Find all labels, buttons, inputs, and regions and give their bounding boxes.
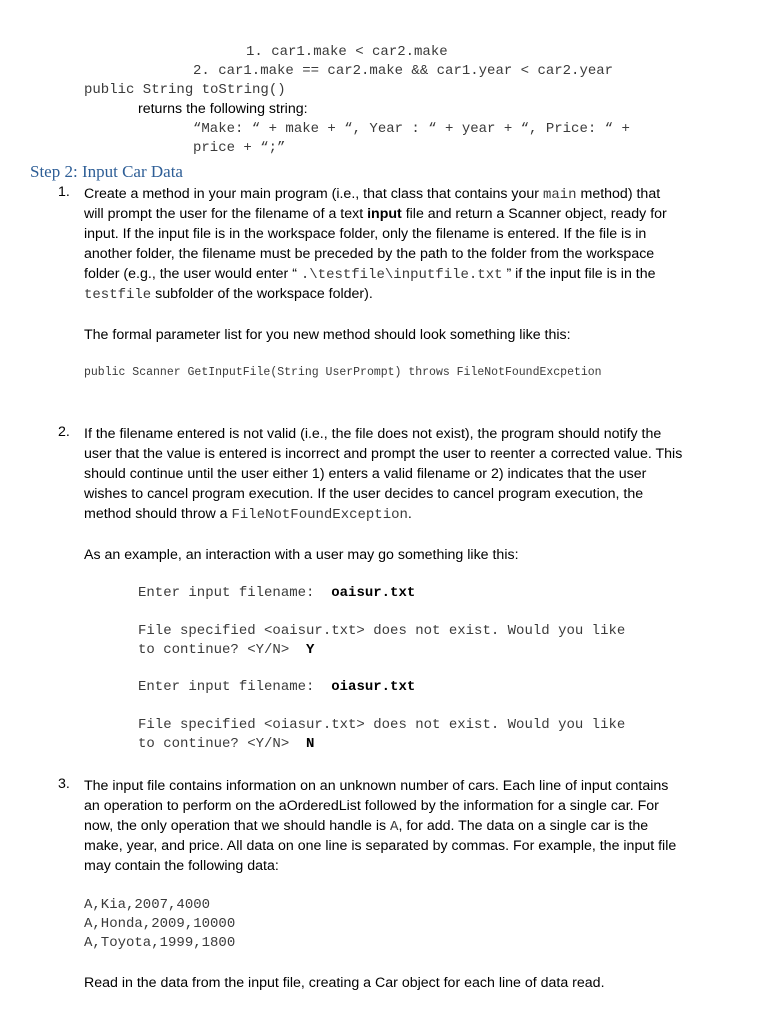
item2-line1: If the filename entered is not valid (i.e., the file does not exist), the program should notify the: [84, 426, 662, 442]
item1-line1: Create a method in your main program (i.e., that class that contains your main method) that: [84, 186, 661, 203]
condition-1: 1. car1.make < car2.make: [246, 44, 448, 60]
returns-text: returns the following string:: [138, 101, 308, 117]
tostring-format-line2: price + “;”: [193, 140, 286, 156]
prompt-line-1: Enter input filename: oaisur.txt: [138, 585, 416, 601]
item2-line5: method should throw a FileNotFoundException.: [84, 506, 412, 523]
getinputfile-signature: public Scanner GetInputFile(String UserPrompt) throws FileNotFoundExcpetion: [84, 366, 602, 379]
answer-1: Y: [306, 642, 315, 658]
example-text: As an example, an interaction with a user may go something like this:: [84, 547, 519, 563]
testfile-code: testfile: [84, 287, 152, 303]
item1-line4: another folder, the filename must be preceded by the path to the folder from the workspace: [84, 246, 655, 262]
data-line-3: A,Toyota,1999,1800: [84, 935, 236, 951]
item1-number: 1.: [58, 184, 70, 200]
item2-line3: should continue until the user either 1) enters a valid filename or 2) indicates that the user: [84, 466, 647, 482]
item1-line3: input. If the input file is in the workspace folder, only the filename is entered. If the file is in: [84, 226, 647, 242]
final-text: Read in the data from the input file, creating a Car object for each line of data read.: [84, 975, 605, 991]
item1-line6: testfile subfolder of the workspace folder).: [84, 286, 373, 303]
user-input-2: oiasur.txt: [331, 679, 416, 695]
error-msg-2-line2: to continue? <Y/N> N: [138, 736, 315, 752]
formal-param-text: The formal parameter list for you new method should look something like this:: [84, 327, 571, 343]
path-code: .\testfile\inputfile.txt: [300, 267, 503, 283]
item1-line2: will prompt the user for the filename of a text input file and return a Scanner object, ready for: [84, 206, 667, 222]
error-msg-2-line1: File specified <oiasur.txt> does not exist. Would you like: [138, 717, 626, 733]
item1-line5: folder (e.g., the user would enter “ .\testfile\inputfile.txt ” if the input file is in the: [84, 266, 656, 283]
main-code: main: [542, 187, 577, 203]
data-line-1: A,Kia,2007,4000: [84, 897, 211, 913]
item3-line3: now, the only operation that we should handle is A, for add. The data on a single car is the: [84, 818, 649, 835]
tostring-signature: public String toString(): [84, 82, 286, 98]
tostring-format-line1: “Make: “ + make + “, Year : “ + year + “, Price: “ +: [193, 121, 630, 137]
add-op-code: A: [390, 819, 399, 835]
item3-line5: may contain the following data:: [84, 858, 279, 874]
item2-number: 2.: [58, 424, 70, 440]
item3-line4: make, year, and price. All data on one line is separated by commas. For example, the input file: [84, 838, 677, 854]
item3-line1: The input file contains information on an unknown number of cars. Each line of input contains: [84, 778, 669, 794]
input-bold: input: [367, 206, 402, 222]
item3-number: 3.: [58, 776, 70, 792]
error-msg-1-line2: to continue? <Y/N> Y: [138, 642, 315, 658]
error-msg-1-line1: File specified <oaisur.txt> does not exist. Would you like: [138, 623, 626, 639]
item2-line2: user that the value is entered is incorrect and prompt the user to reenter a corrected value. This: [84, 446, 683, 462]
condition-2: 2. car1.make == car2.make && car1.year < car2.year: [193, 63, 614, 79]
answer-2: N: [306, 736, 315, 752]
exception-code: FileNotFoundException: [231, 507, 408, 523]
user-input-1: oaisur.txt: [331, 585, 416, 601]
prompt-line-2: Enter input filename: oiasur.txt: [138, 679, 416, 695]
item3-line2: an operation to perform on the aOrderedList followed by the information for a single car. For: [84, 798, 659, 814]
item2-line4: wishes to cancel program execution. If the user decides to cancel program execution, the: [84, 486, 644, 502]
data-line-2: A,Honda,2009,10000: [84, 916, 236, 932]
step2-heading: Step 2: Input Car Data: [30, 162, 183, 181]
